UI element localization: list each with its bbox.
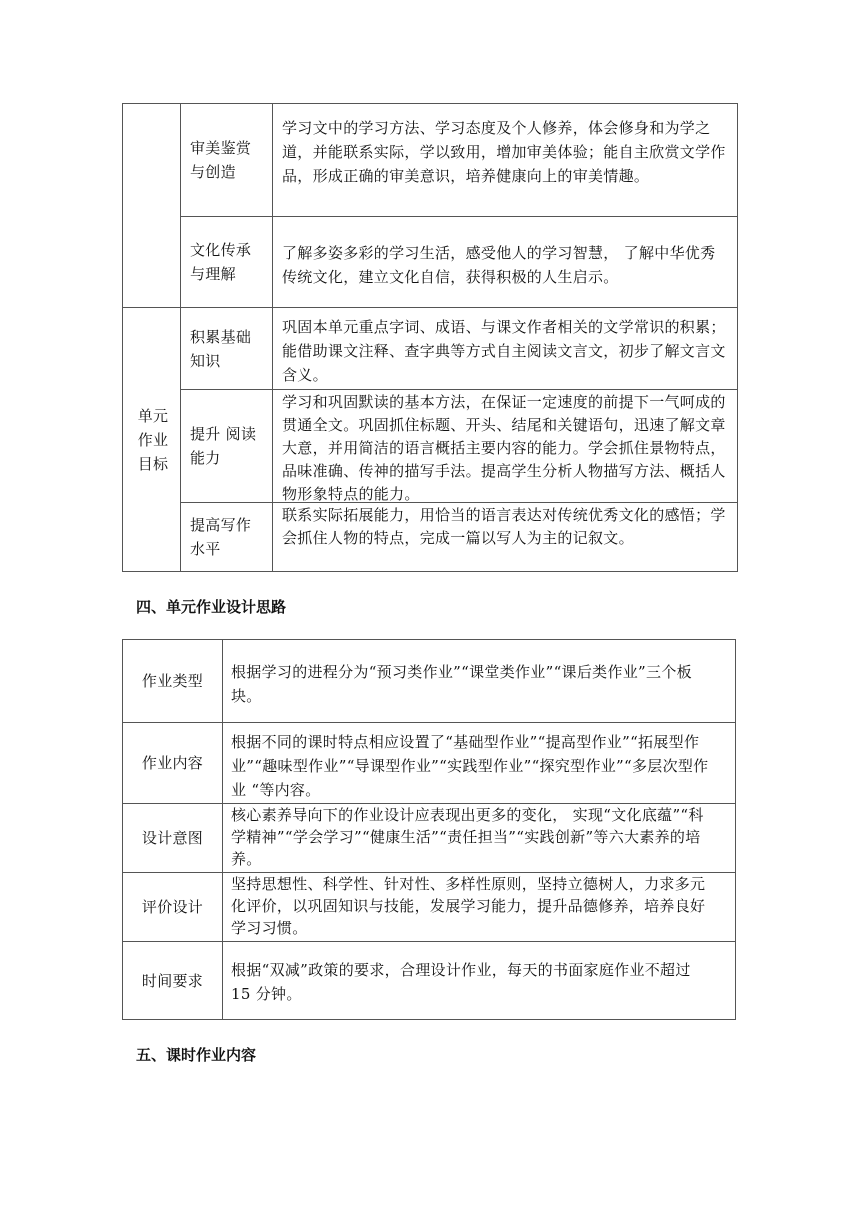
design-row-label: 作业类型 <box>141 672 204 690</box>
section-heading-4: 四、单元作业设计思路 <box>136 598 287 616</box>
design-row-content: 核心素养导向下的作业设计应表现出更多的变化， 实现“文化底蕴”“科学精神”“学会学习”“健康生活”“责任担当”“实践创新”等六大素养的培养。 <box>231 806 704 868</box>
design-row-content: 根据不同的课时特点相应设置了“基础型作业”“提高型作业”“拓展型作业”“趣味型作业”“导课型作业”“实践型作业”“探究型作业”“多层次型作业 “等内容。 <box>231 733 709 799</box>
goals-row-label: 提高写作水平 <box>190 516 252 558</box>
design-row-content: 根据“双减”政策的要求，合理设计作业，每天的书面家庭作业不超过 15 分钟。 <box>231 961 691 1003</box>
goals-row-content: 学习文中的学习方法、学习态度及个人修养，体会修身和为学之道，并能联系实际，学以致用，增加审美体验；能自主欣赏文学作品，形成正确的审美意识，培养健康向上的审美情趣。 <box>282 119 726 185</box>
design-row-label: 时间要求 <box>141 971 204 990</box>
design-row-label: 作业内容 <box>141 754 204 772</box>
goals-row-label: 审美鉴赏与创造 <box>190 139 252 181</box>
goals-row-content: 巩固本单元重点字词、成语、与课文作者相关的文学常识的积累； 能借助课文注释、查字典等方式自主阅读文言文，初步了解文言文含义。 <box>282 318 726 384</box>
goals-group-label: 单元作业目标 <box>137 406 169 473</box>
goals-group-cell-top <box>123 104 180 307</box>
design-row-label: 设计意图 <box>141 829 204 847</box>
design-row-content: 根据学习的进程分为“预习类作业”“课堂类作业”“课后类作业”三个板块。 <box>231 663 692 705</box>
section-heading-5: 五、课时作业内容 <box>136 1046 257 1064</box>
design-row-label: 评价设计 <box>141 898 204 916</box>
design-row-content: 坚持思想性、科学性、针对性、多样性原则，坚持立德树人，力求多元化评价，以巩固知识与技能，发展学习能力，提升品德修养，培养良好学习习惯。 <box>231 875 706 937</box>
goals-row-label: 积累基础知识 <box>190 327 252 370</box>
goals-row-label: 文化传承与理解 <box>190 241 252 283</box>
goals-row-content: 学习和巩固默读的基本方法，在保证一定速度的前提下一气呵成的贯通全文。巩固抓住标题、开头、结尾和关键语句，迅速了解文章大意，并用简洁的语言概括主要内容的能力。学会抓住景物特点，品味准确、传神的描写手法。提高学生分析人物描写方法、概括人物形象特点的能力。 <box>282 393 726 502</box>
goals-row-content: 联系实际拓展能力，用恰当的语言表达对传统优秀文化的感悟；学会抓住人物的特点，完成一篇以写人为主的记叙文。 <box>282 506 726 547</box>
goals-row-label: 提升 阅读能力 <box>190 425 257 467</box>
goals-row-content: 了解多姿多彩的学习生活，感受他人的学习智慧， 了解中华优秀传统文化，建立文化自信，获得积极的人生启示。 <box>282 244 716 286</box>
